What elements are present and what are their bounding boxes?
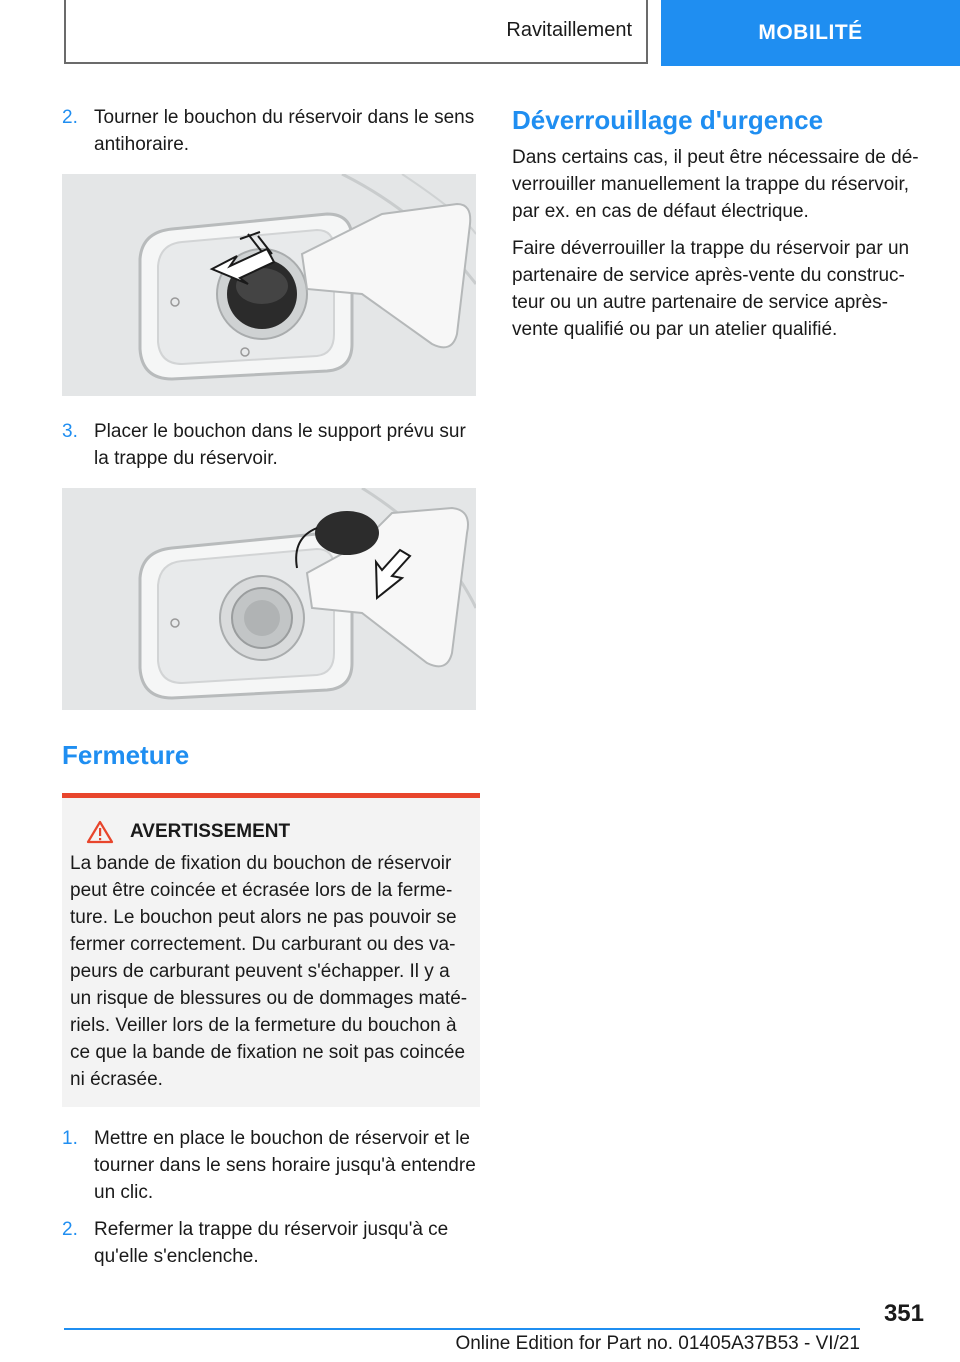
step-text: Placer le bouchon dans le support prévu sur la trappe du réservoir.: [94, 421, 466, 469]
warning-title: AVERTISSEMENT: [130, 821, 291, 842]
step-number: 3.: [62, 421, 78, 442]
footer-divider: [64, 1328, 860, 1330]
warning-text: La bande de fixation du bouchon de réservoir peut être coincée et écrasée lors de la ferme-ture. Le bouchon peut alors ne pas pouvoir se fermer correctement. Du carburant ou des va-peurs de carburant peuvent s'échapper. Il y a un risque de blessures ou de dommages maté-riels. Veiller lors de la fermeture du bouchon à ce que la bande de fixation ne soit pas coincée ni écrasée.: [70, 853, 468, 1090]
header-chapter-tab[interactable]: [661, 0, 960, 66]
step-number: 2.: [62, 1219, 78, 1240]
step-item: [62, 1216, 480, 1270]
fuel-cap-holder-illustration: [62, 488, 476, 710]
fuel-cap-turn-illustration: [62, 174, 476, 396]
page-header: [0, 0, 960, 66]
right-column: [512, 104, 922, 353]
fuel-cap-turn-photo: [62, 174, 476, 396]
step-number: 1.: [62, 1128, 78, 1149]
warning-header: [70, 820, 472, 844]
step-number: 2.: [62, 107, 78, 128]
step-item: [62, 418, 480, 472]
paragraph: Faire déverrouiller la trappe du réservoir par un partenaire de service après-vente du construc-teur ou un autre partenaire de service après-vente qualifié ou par un atelier qualifié.: [512, 238, 910, 340]
step-item: [62, 1125, 480, 1206]
warning-triangle-icon: [86, 820, 114, 844]
step-text: Tourner le bouchon du réservoir dans le sens antihoraire.: [94, 107, 475, 155]
page-number: 351: [883, 1300, 924, 1327]
step-text: Mettre en place le bouchon de réservoir et le tourner dans le sens horaire jusqu'à entendre un clic.: [94, 1128, 476, 1203]
header-section-box: [64, 0, 648, 64]
step-item: [62, 104, 480, 158]
fuel-cap-holder-photo: [62, 488, 476, 710]
header-section-title: Ravitaillement: [506, 18, 632, 41]
footer-edition: Online Edition for Part no. 01405A37B53 - VI/21: [455, 1333, 860, 1354]
section-title-emergency-unlock: Déverrouillage d'urgence: [512, 105, 824, 135]
warning-box: [62, 793, 480, 1107]
left-column: [62, 104, 480, 1280]
header-chapter-label: MOBILITÉ: [758, 21, 863, 44]
section-title-fermeture: Fermeture: [62, 740, 190, 770]
step-text: Refermer la trappe du réservoir jusqu'à ce qu'elle s'enclenche.: [94, 1219, 449, 1267]
paragraph: Dans certains cas, il peut être nécessaire de dé-verrouiller manuellement la trappe du réservoir, par ex. en cas de défaut électrique.: [512, 147, 919, 222]
